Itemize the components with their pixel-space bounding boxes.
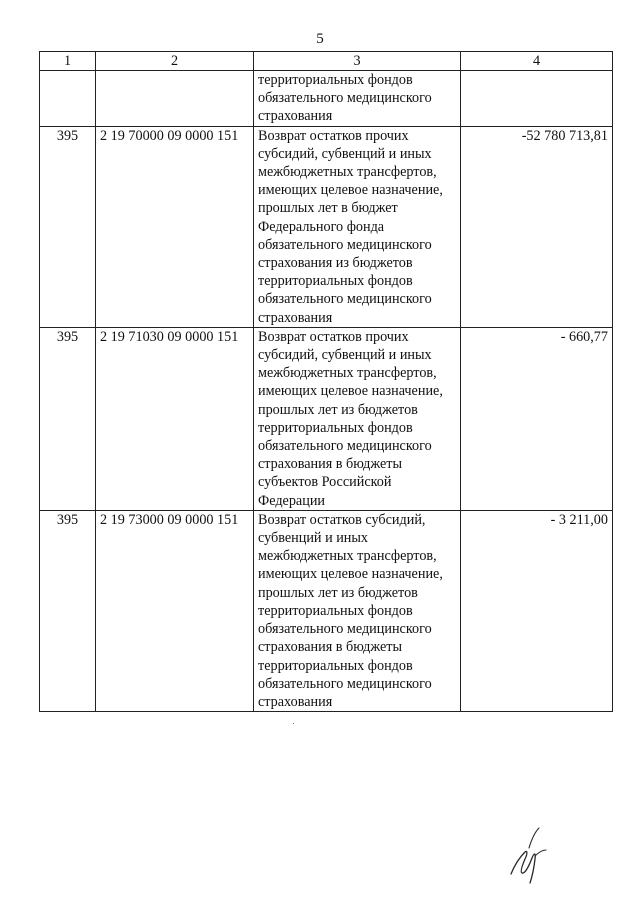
- name-line: страхования в бюджеты: [258, 639, 402, 656]
- header-row: [40, 52, 613, 71]
- row-number-cell: 395: [40, 126, 96, 327]
- continuation-name-cell: [254, 71, 461, 127]
- name-line: межбюджетных трансфертов,: [258, 164, 437, 181]
- name-line: Возврат остатков прочих: [258, 127, 409, 144]
- name-line: субъектов Российской: [258, 474, 392, 491]
- name-line: Возврат остатков прочих: [258, 328, 409, 345]
- amount-cell: - 660,77: [461, 327, 613, 510]
- name-line: территориальных фондов: [258, 273, 413, 290]
- name-line: имеющих целевое назначение,: [258, 182, 443, 199]
- name-line: страхования: [258, 693, 333, 710]
- name-line: имеющих целевое назначение,: [258, 383, 443, 400]
- budget-code-cell: 2 19 71030 09 0000 151: [96, 327, 254, 510]
- name-line: имеющих целевое назначение,: [258, 566, 443, 583]
- amount-cell: -52 780 713,81: [461, 126, 613, 327]
- header-col-1: 1: [40, 52, 96, 71]
- name-line: обязательного медицинского: [258, 90, 432, 107]
- name-line: обязательного медицинского: [258, 236, 432, 253]
- name-line: Возврат остатков субсидий,: [258, 511, 426, 528]
- table-row: [40, 126, 613, 327]
- name-line: страхования: [258, 309, 333, 326]
- name-line: обязательного медицинского: [258, 291, 432, 308]
- budget-table: [39, 51, 613, 712]
- name-line: межбюджетных трансфертов,: [258, 548, 437, 565]
- name-line: обязательного медицинского: [258, 438, 432, 455]
- name-line: Федерации: [258, 492, 326, 509]
- name-line: межбюджетных трансфертов,: [258, 365, 437, 382]
- continuation-code-cell: [96, 71, 254, 127]
- name-line: субвенций и иных: [258, 530, 369, 547]
- description-cell: [254, 126, 461, 327]
- name-line: территориальных фондов: [258, 419, 413, 436]
- name-line: субсидий, субвенций и иных: [258, 347, 432, 364]
- name-line: страхования в бюджеты: [258, 456, 402, 473]
- table-body: [40, 126, 613, 712]
- continuation-amount-cell: [461, 71, 613, 127]
- amount-cell: - 3 211,00: [461, 510, 613, 711]
- name-line: субсидий, субвенций и иных: [258, 145, 432, 162]
- name-line: страхования: [258, 108, 333, 125]
- name-line: Федерального фонда: [258, 218, 385, 235]
- name-line: территориальных фондов: [258, 602, 413, 619]
- table-row: [40, 510, 613, 711]
- name-line: обязательного медицинского: [258, 621, 432, 638]
- name-line: прошлых лет в бюджет: [258, 200, 398, 217]
- name-line: территориальных фондов: [258, 72, 413, 88]
- name-line: прошлых лет из бюджетов: [258, 401, 418, 418]
- name-line: прошлых лет из бюджетов: [258, 584, 418, 601]
- signature-mark: [505, 826, 551, 886]
- row-number-cell: 395: [40, 327, 96, 510]
- header-col-3: 3: [254, 52, 461, 71]
- name-line: территориальных фондов: [258, 657, 413, 674]
- budget-code-cell: 2 19 70000 09 0000 151: [96, 126, 254, 327]
- continuation-num-cell: [40, 71, 96, 127]
- continuation-row: [40, 71, 613, 127]
- scan-speck: [293, 723, 294, 724]
- budget-code-cell: 2 19 73000 09 0000 151: [96, 510, 254, 711]
- description-cell: [254, 510, 461, 711]
- name-line: страхования из бюджетов: [258, 255, 413, 272]
- header-col-4: 4: [461, 52, 613, 71]
- row-number-cell: 395: [40, 510, 96, 711]
- header-col-2: 2: [96, 52, 254, 71]
- name-line: обязательного медицинского: [258, 675, 432, 692]
- page-number: 5: [316, 31, 324, 47]
- description-cell: [254, 327, 461, 510]
- table-row: [40, 327, 613, 510]
